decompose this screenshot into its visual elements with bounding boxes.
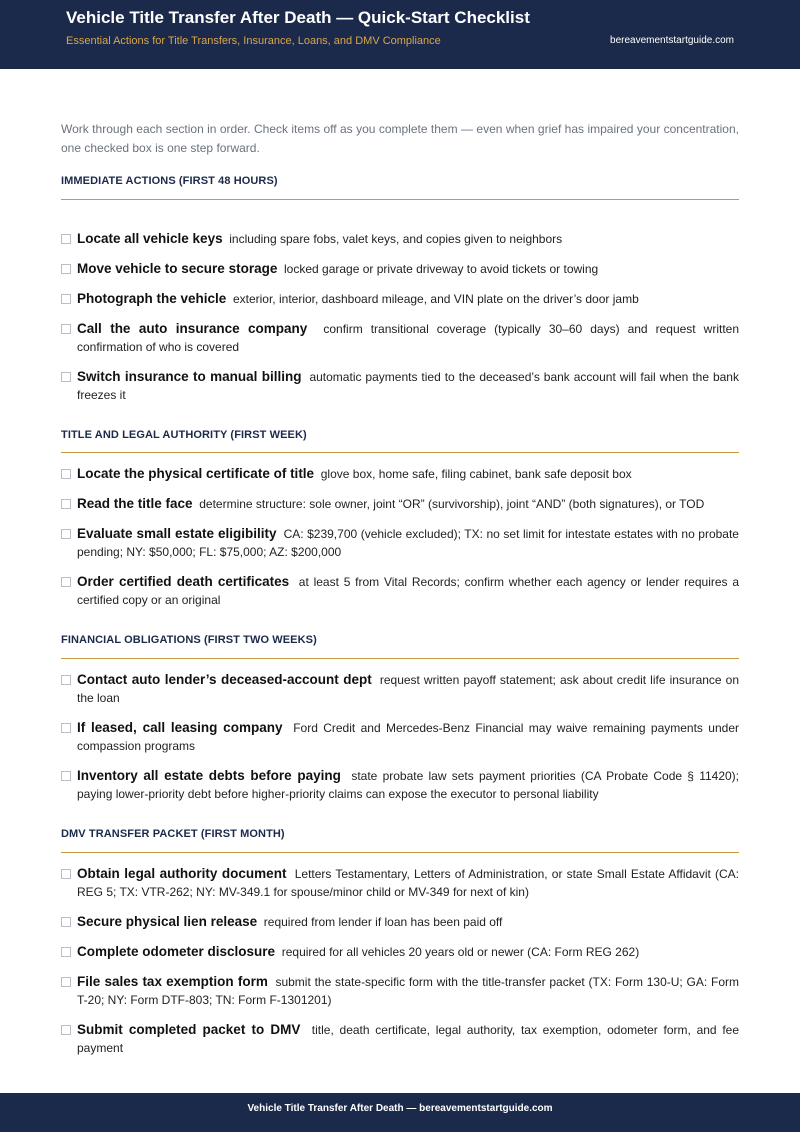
checklist-item <box>61 230 739 248</box>
item-label: Contact auto lender’s deceased-account dept <box>77 672 372 687</box>
checkbox[interactable] <box>61 947 71 957</box>
item-label: Move vehicle to secure storage <box>77 261 278 276</box>
page-header <box>0 0 800 69</box>
checkbox[interactable] <box>61 723 71 733</box>
checkbox[interactable] <box>61 577 71 587</box>
checklist-item <box>61 573 739 609</box>
item-label: Secure physical lien release <box>77 914 258 929</box>
item-description: confirm transitional coverage (typically 30–60 days) and request written confirmation of who is covered <box>77 322 740 354</box>
item-label: Inventory all estate debts before paying <box>77 768 341 783</box>
footer-text: Vehicle Title Transfer After Death — bereavementstartguide.com <box>247 1103 553 1114</box>
checklist-item <box>61 671 739 707</box>
checkbox[interactable] <box>61 499 71 509</box>
checklist-item <box>61 1021 739 1057</box>
item-description: required from lender if loan has been paid off <box>263 915 503 929</box>
checkbox[interactable] <box>61 869 71 879</box>
document-subtitle: Essential Actions for Title Transfers, Insurance, Loans, and DMV Compliance <box>66 35 441 47</box>
item-label: Read the title face <box>77 496 193 511</box>
checkbox[interactable] <box>61 1025 71 1035</box>
item-description: CA: $239,700 (vehicle excluded); TX: no set limit for intestate estates with no probate pending; NY: $50,000; FL: $75,000; AZ: $200,000 <box>77 527 739 559</box>
checklist-item <box>61 767 739 803</box>
item-description: request written payoff statement; ask about credit life insurance on the loan <box>77 673 740 705</box>
checklist-item <box>61 943 739 961</box>
item-label: Locate the physical certificate of title <box>77 466 315 481</box>
checkbox[interactable] <box>61 294 71 304</box>
item-label: If leased, call leasing company <box>77 720 283 735</box>
item-label: Complete odometer disclosure <box>77 944 276 959</box>
checkbox[interactable] <box>61 529 71 539</box>
item-label: File sales tax exemption form <box>77 974 268 989</box>
item-label: Photograph the vehicle <box>77 291 227 306</box>
checklist-item <box>61 973 739 1009</box>
page-footer <box>0 1093 800 1132</box>
document-title: Vehicle Title Transfer After Death — Quick-Start Checklist <box>66 8 530 27</box>
section-title-legal-authority <box>61 429 739 609</box>
checkbox[interactable] <box>61 771 71 781</box>
checkbox[interactable] <box>61 917 71 927</box>
item-description: determine structure: sole owner, joint “OR” (survivorship), joint “AND” (both signatures), or TOD <box>199 497 705 511</box>
checklist-item <box>61 320 739 356</box>
checklist-item <box>61 495 739 513</box>
item-description: submit the state-specific form with the title-transfer packet (TX: Form 130-U; GA: Form T-20; NY: Form DTF-803; TN: Form F-1301201) <box>77 975 739 1007</box>
checklist-item <box>61 865 739 901</box>
section-heading: IMMEDIATE ACTIONS (FIRST 48 HOURS) <box>61 175 278 187</box>
checkbox[interactable] <box>61 469 71 479</box>
section-financial-obligations <box>61 634 739 803</box>
section-dmv-transfer-packet <box>61 828 739 1057</box>
section-heading: FINANCIAL OBLIGATIONS (FIRST TWO WEEKS) <box>61 634 317 646</box>
item-description: required for all vehicles 20 years old or newer (CA: Form REG 262) <box>281 945 640 959</box>
item-description: including spare fobs, valet keys, and copies given to neighbors <box>229 232 563 246</box>
item-description: at least 5 from Vital Records; confirm whether each agency or lender requires a certified copy or an original <box>77 575 740 607</box>
item-description: title, death certificate, legal authority, tax exemption, odometer form, and fee payment <box>77 1023 740 1055</box>
item-label: Switch insurance to manual billing <box>77 369 302 384</box>
item-description: Letters Testamentary, Letters of Administration, or state Small Estate Affidavit (CA: REG 5; TX: VTR-262; NY: MV-349.1 for spouse/minor child or MV-349 for next of kin) <box>77 867 740 899</box>
item-label: Call the auto insurance company <box>77 321 308 336</box>
site-url[interactable]: bereavementstartguide.com <box>610 35 734 46</box>
checklist-item <box>61 465 739 483</box>
checklist-item <box>61 913 739 931</box>
checkbox[interactable] <box>61 372 71 382</box>
item-description: locked garage or private driveway to avoid tickets or towing <box>284 262 599 276</box>
checkbox[interactable] <box>61 977 71 987</box>
item-label: Order certified death certificates <box>77 574 290 589</box>
item-description: Ford Credit and Mercedes-Benz Financial may waive remaining payments under compassion programs <box>77 721 739 753</box>
section-heading: DMV TRANSFER PACKET (FIRST MONTH) <box>61 828 285 840</box>
item-description: automatic payments tied to the deceased’s bank account will fail when the bank freezes it <box>77 370 739 402</box>
item-label: Submit completed packet to DMV <box>77 1022 301 1037</box>
item-label: Obtain legal authority document <box>77 866 287 881</box>
checklist-item <box>61 525 739 561</box>
section-heading: TITLE AND LEGAL AUTHORITY (FIRST WEEK) <box>61 429 307 441</box>
item-description: exterior, interior, dashboard mileage, and VIN plate on the driver’s door jamb <box>232 292 639 306</box>
checkbox[interactable] <box>61 234 71 244</box>
intro-paragraph: Work through each section in order. Check items off as you complete them — even when grief has impaired your concentration, one checked box is one step forward. <box>61 122 739 155</box>
checklist-item <box>61 260 739 278</box>
item-description: state probate law sets payment priorities (CA Probate Code § 11420); paying lower-priority debt before higher-priority claims can expose the executor to personal liability <box>77 769 739 801</box>
item-label: Evaluate small estate eligibility <box>77 526 277 541</box>
checklist-item <box>61 719 739 755</box>
checklist-item <box>61 368 739 404</box>
section-immediate-actions <box>61 175 739 404</box>
item-label: Locate all vehicle keys <box>77 231 223 246</box>
checkbox[interactable] <box>61 675 71 685</box>
checkbox[interactable] <box>61 264 71 274</box>
checklist-content <box>61 120 739 1057</box>
checklist-item <box>61 290 739 308</box>
item-description: glove box, home safe, filing cabinet, bank safe deposit box <box>320 467 632 481</box>
checkbox[interactable] <box>61 324 71 334</box>
